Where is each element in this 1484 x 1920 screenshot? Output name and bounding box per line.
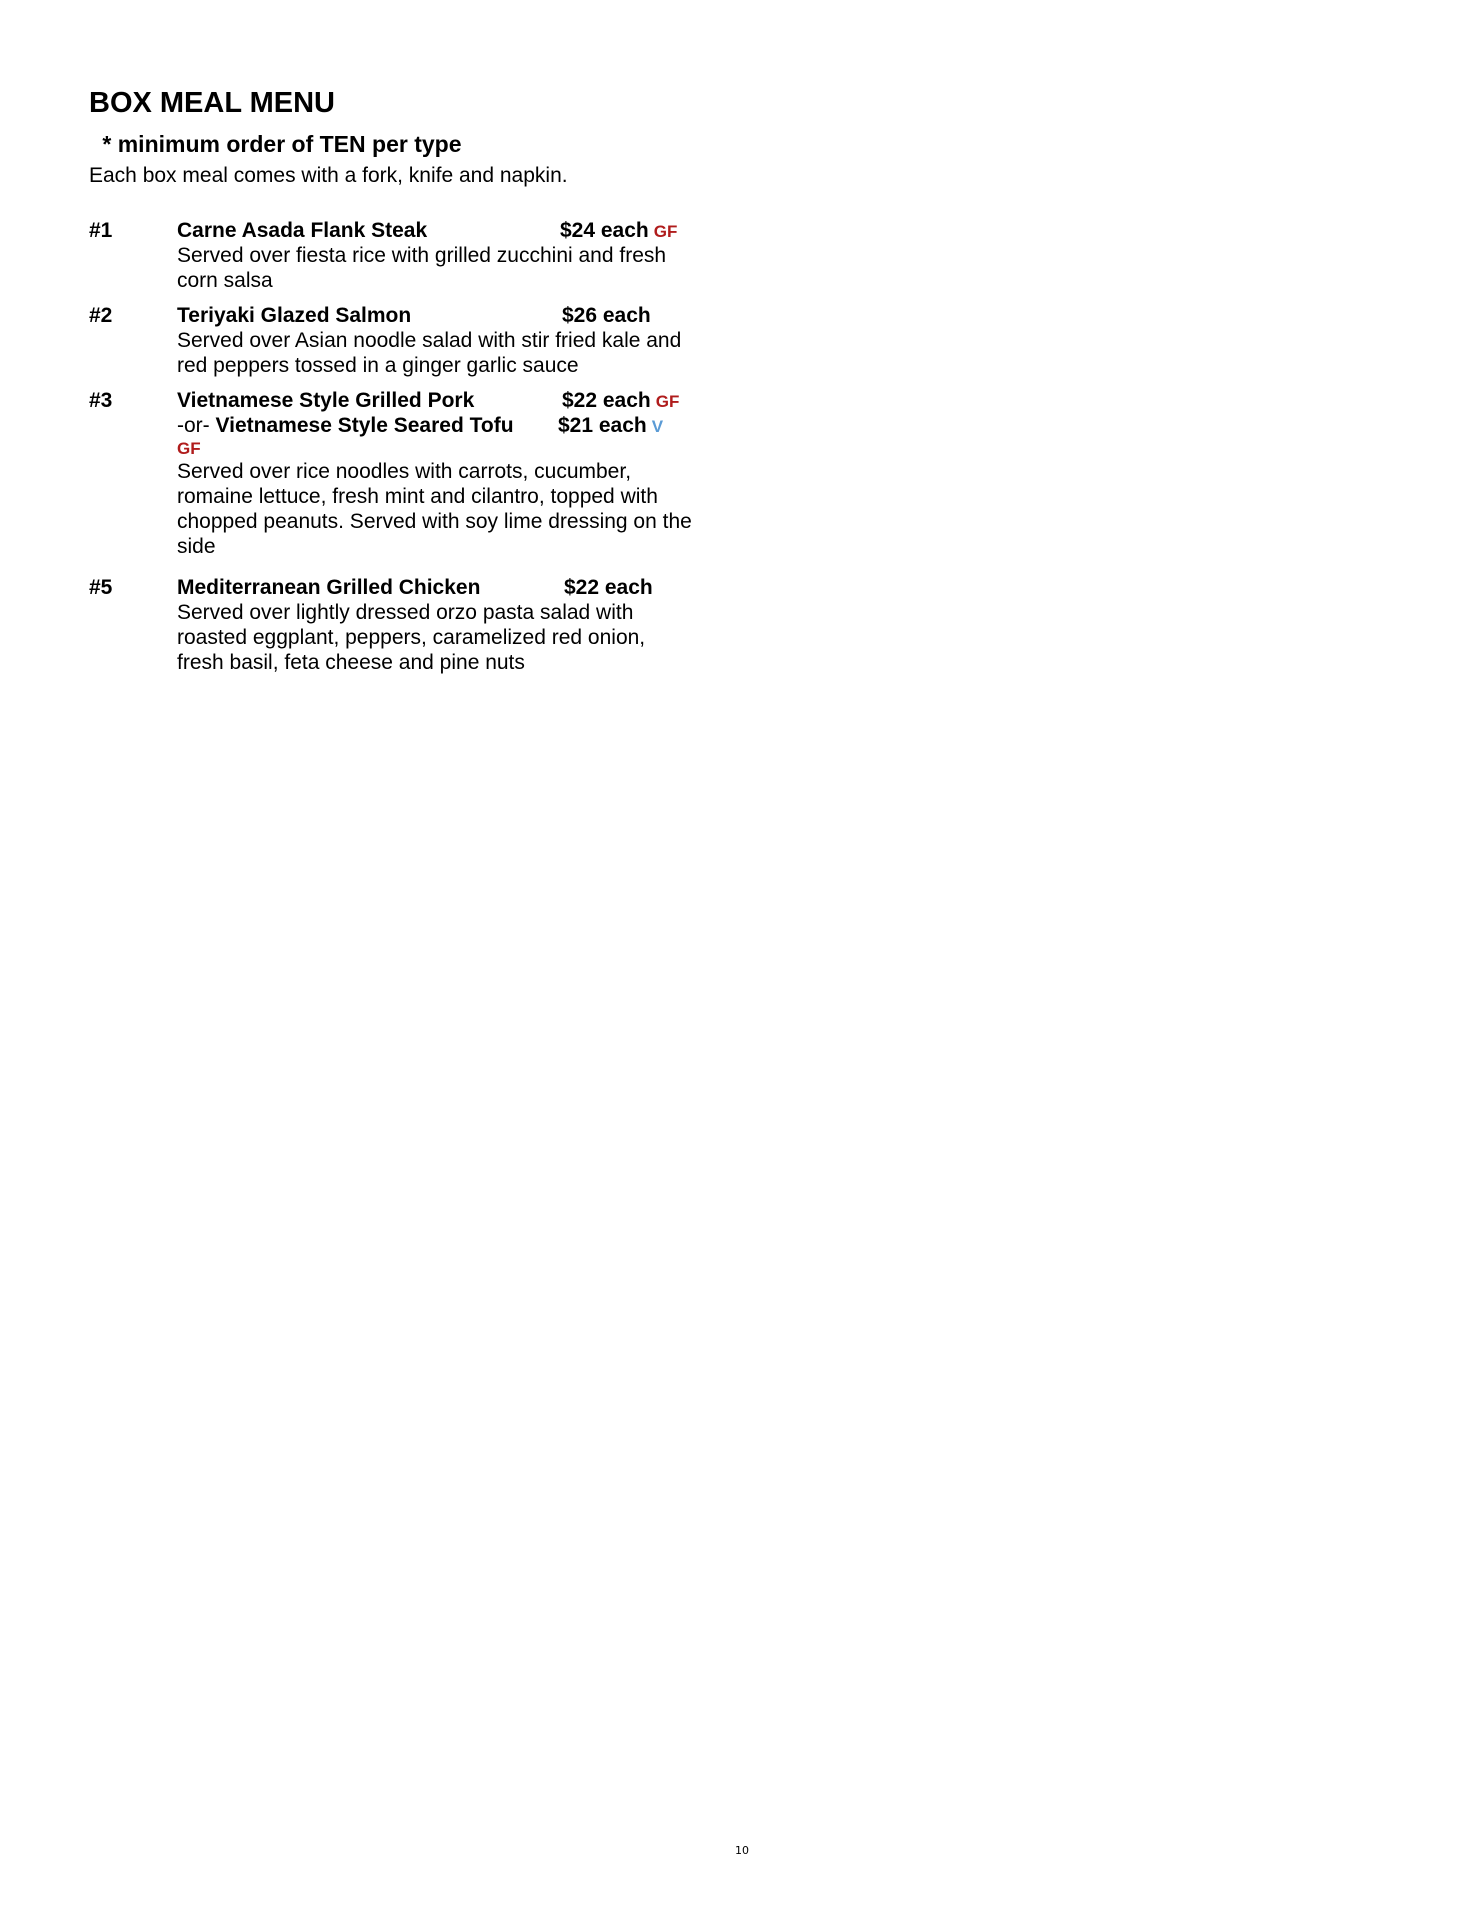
vegetarian-badge: V <box>651 417 664 436</box>
item-name: Carne Asada Flank Steak <box>177 219 428 242</box>
item-header <box>177 388 709 413</box>
menu-item <box>89 218 709 293</box>
item-price-group <box>560 218 677 244</box>
item-price: $22 each <box>564 576 653 599</box>
item-number: #1 <box>89 219 113 242</box>
item-header <box>177 303 709 328</box>
item-header <box>177 218 709 243</box>
gluten-free-badge: GF <box>655 392 680 411</box>
item-alt-badge-line <box>177 438 709 459</box>
item-number: #2 <box>89 304 113 327</box>
item-name: Vietnamese Style Grilled Pork <box>177 389 475 412</box>
item-description: Served over rice noodles with carrots, cucumber, romaine lettuce, fresh mint and cilantro, topped with chopped peanuts. Served with soy lime dressing on the side <box>177 460 692 558</box>
intro-text: Each box meal comes with a fork, knife and napkin. <box>89 164 568 187</box>
page-title: BOX MEAL MENU <box>89 87 335 119</box>
menu-item <box>89 575 709 675</box>
menu-item <box>89 303 709 378</box>
item-price: $22 each <box>562 389 651 412</box>
item-alt-price-group <box>558 413 663 439</box>
item-alt-prefix: -or- <box>177 414 210 437</box>
menu-item <box>89 388 709 559</box>
item-price: $26 each <box>562 304 651 327</box>
gluten-free-badge: GF <box>653 222 678 241</box>
item-name: Teriyaki Glazed Salmon <box>177 304 412 327</box>
item-price: $24 each <box>560 219 649 242</box>
item-header <box>177 575 709 600</box>
item-price-group <box>562 388 679 414</box>
minimum-order-note: * minimum order of TEN per type <box>96 131 462 157</box>
item-description: Served over Asian noodle salad with stir fried kale and red peppers tossed in a ginger garlic sauce <box>177 329 682 377</box>
item-number: #3 <box>89 389 113 412</box>
item-alt-header <box>177 413 709 438</box>
item-description: Served over fiesta rice with grilled zucchini and fresh corn salsa <box>177 244 667 292</box>
menu-page <box>89 86 709 675</box>
item-number: #5 <box>89 576 113 599</box>
item-description: Served over lightly dressed orzo pasta salad with roasted eggplant, peppers, caramelized red onion, fresh basil, feta cheese and pine nuts <box>177 601 646 674</box>
menu-items <box>89 218 709 675</box>
page-number: 10 <box>735 1844 749 1857</box>
item-alt-name: Vietnamese Style Seared Tofu <box>215 414 514 437</box>
gluten-free-badge: GF <box>177 439 201 458</box>
item-name: Mediterranean Grilled Chicken <box>177 576 481 599</box>
item-alt-price: $21 each <box>558 414 647 437</box>
